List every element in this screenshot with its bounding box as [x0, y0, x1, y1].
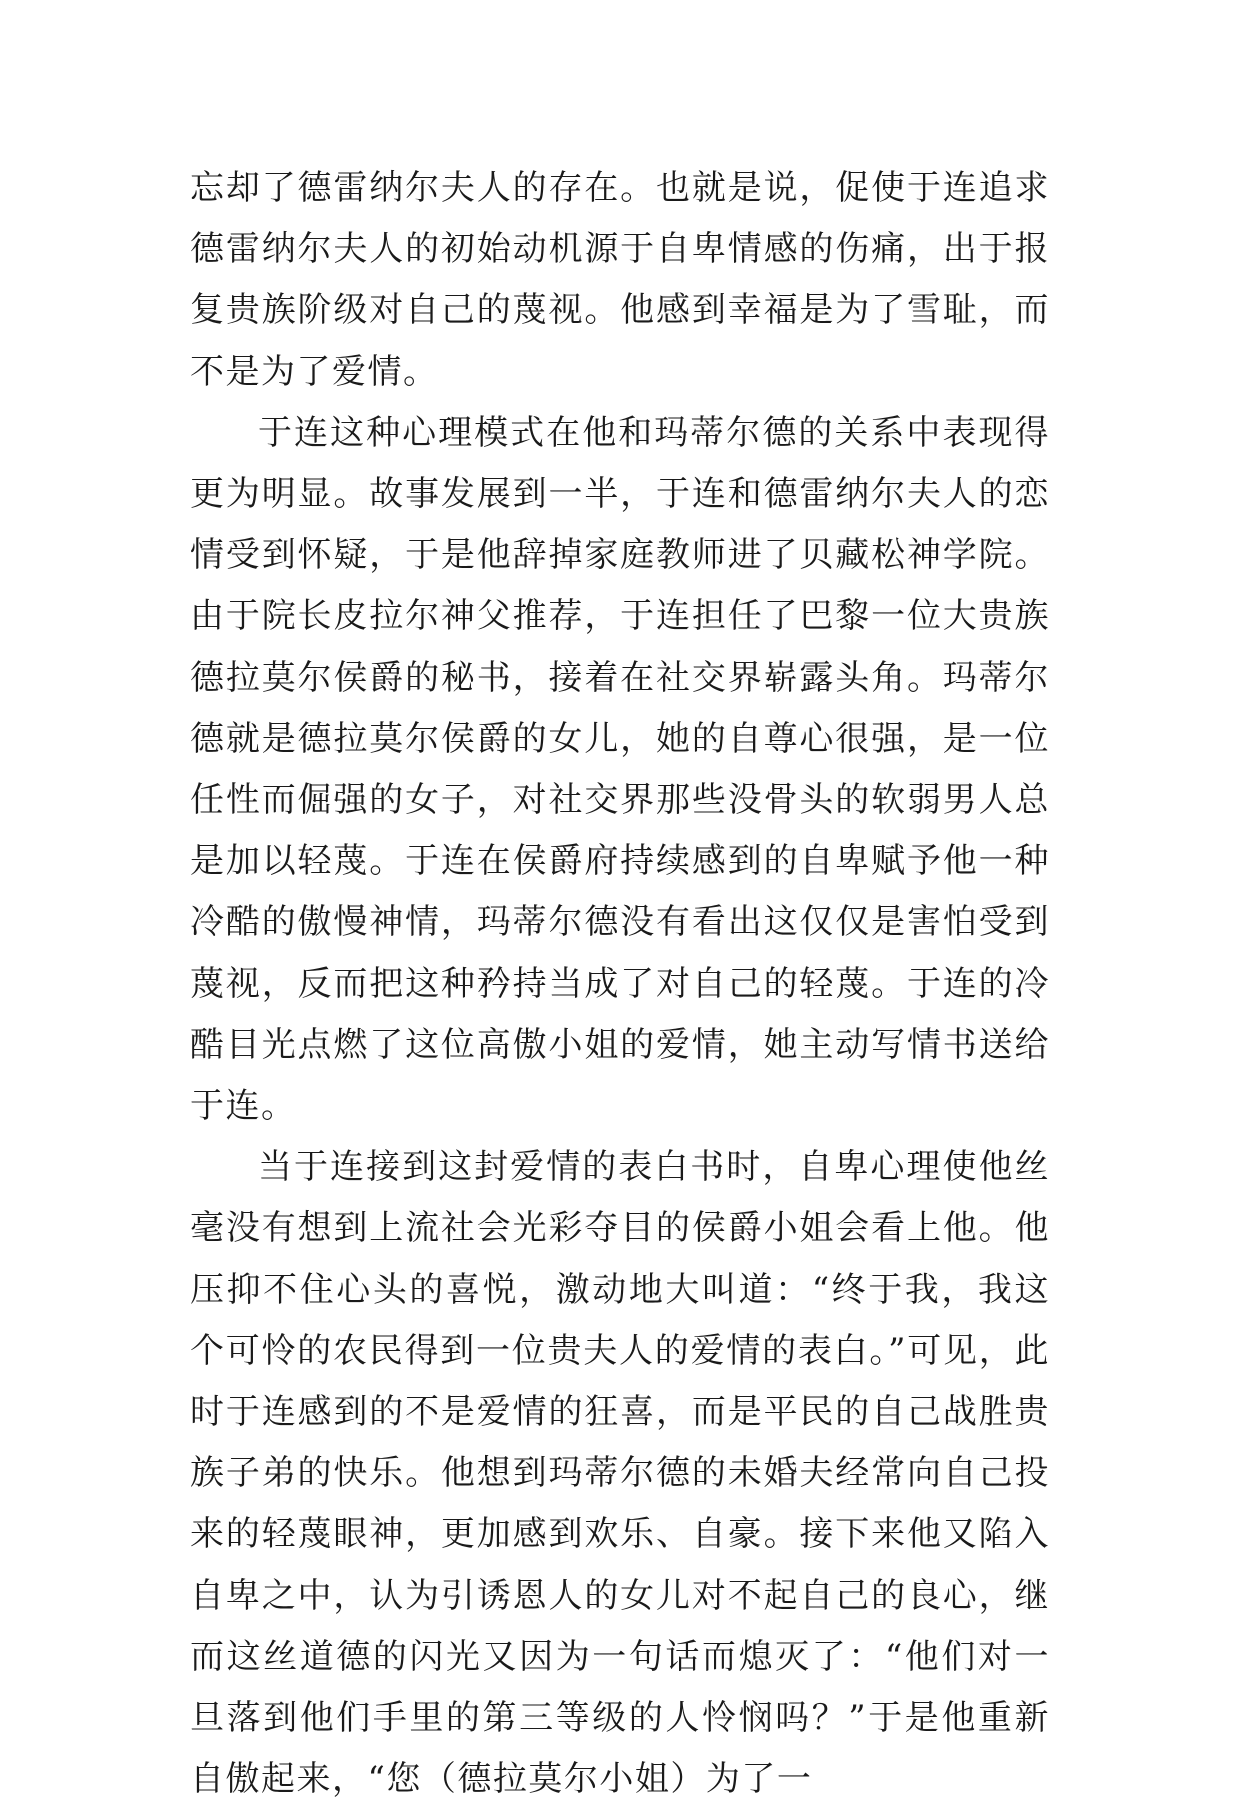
body-text — [190, 158, 1050, 1810]
paragraph-mathilde-relationship: 于连这种心理模式在他和玛蒂尔德的关系中表现得更为明显。故事发展到一半，于连和德雷纳尔夫人的恋情受到怀疑，于是他辞掉家庭教师进了贝藏松神学院。由于院长皮拉尔神父推荐，于连担任了巴黎一位大贵族德拉莫尔侯爵的秘书，接着在社交界崭露头角。玛蒂尔德就是德拉莫尔侯爵的女儿，她的自尊心很强，是一位任性而倔强的女子，对社交界那些没骨头的软弱男人总是加以轻蔑。于连在侯爵府持续感到的自卑赋予他一种冷酷的傲慢神情，玛蒂尔德没有看出这仅仅是害怕受到蔑视，反而把这种矜持当成了对自己的轻蔑。于连的冷酷目光点燃了这位高傲小姐的爱情，她主动写情书送给于连。 — [190, 412, 1050, 1127]
paragraph-love-letter: 当于连接到这封爱情的表白书时，自卑心理使他丝毫没有想到上流社会光彩夺目的侯爵小姐会看上他。他压抑不住心头的喜悦，激动地大叫道：“终于我，我这个可怜的农民得到一位贵夫人的爱情的表白。”可见，此时于连感到的不是爱情的狂喜，而是平民的自己战胜贵族子弟的快乐。他想到玛蒂尔德的未婚夫经常向自己投来的轻蔑眼神，更加感到欢乐、自豪。接下来他又陷入自卑之中，认为引诱恩人的女儿对不起自己的良心，继而这丝道德的闪光又因为一句话而熄灭了：“他们对一旦落到他们手里的第三等级的人怜悯吗？”于是他重新自傲起来，“您（德拉莫尔小姐）为了一 — [190, 1147, 1050, 1800]
paragraph-continuation: 忘却了德雷纳尔夫人的存在。也就是说，促使于连追求德雷纳尔夫人的初始动机源于自卑情感的伤痛，出于报复贵族阶级对自己的蔑视。他感到幸福是为了雪耻，而不是为了爱情。 — [190, 168, 1050, 392]
